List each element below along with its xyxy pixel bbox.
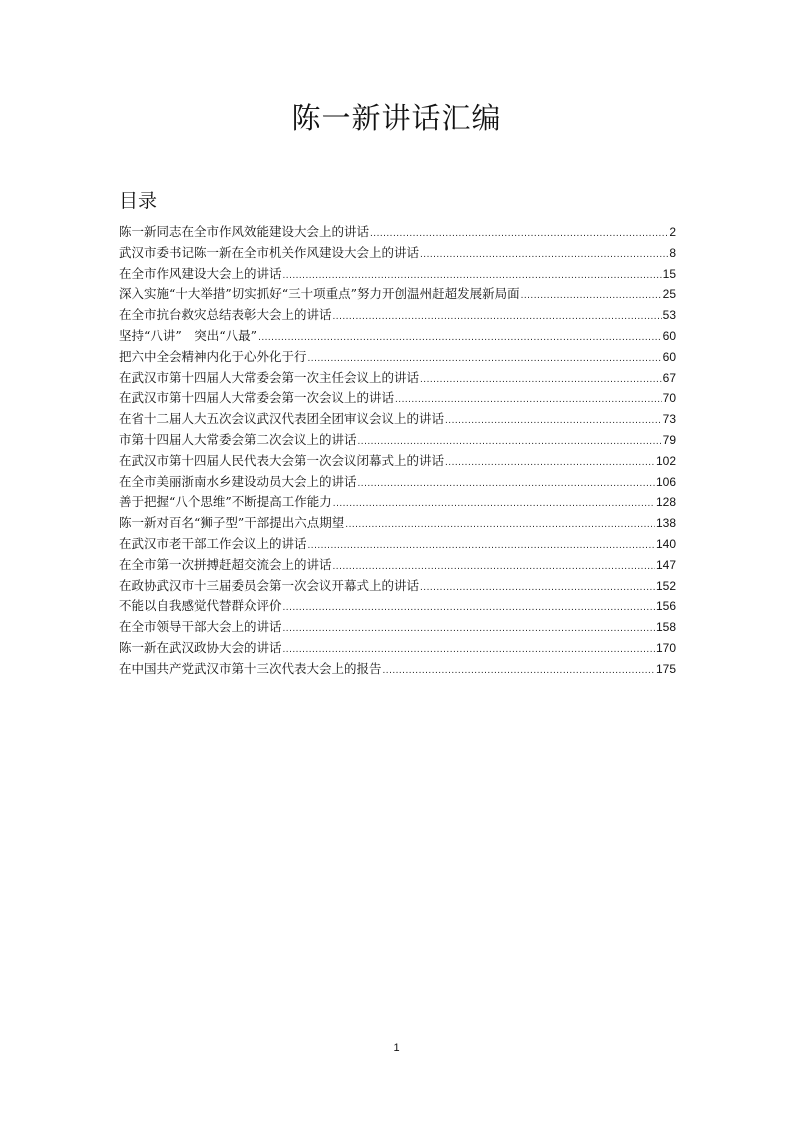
dot-leader <box>420 370 662 391</box>
toc-entry-title: 在全市第一次拼搏赶超交流会上的讲话 <box>119 556 332 572</box>
toc-entry[interactable] <box>119 596 676 617</box>
toc-entry[interactable] <box>119 659 676 680</box>
toc-entry-page: 170 <box>655 640 676 655</box>
toc-entry-page: 73 <box>662 412 676 427</box>
toc-entry[interactable] <box>119 451 676 472</box>
toc-entry-page: 158 <box>655 620 676 635</box>
dot-leader <box>333 494 655 515</box>
dot-leader <box>283 266 662 287</box>
toc-entry-title: 在全市作风建设大会上的讲话 <box>119 265 282 281</box>
toc-entry-title: 在中国共产党武汉市第十三次代表大会上的报告 <box>119 660 382 676</box>
toc-entry[interactable] <box>119 305 676 326</box>
toc-entry-title: 在武汉市第十四届人大常委会第一次主任会议上的讲话 <box>119 369 420 385</box>
toc-entry[interactable] <box>119 284 676 305</box>
dot-leader <box>420 578 655 599</box>
toc-entry-page: 106 <box>655 474 676 489</box>
toc-entry[interactable] <box>119 555 676 576</box>
toc-entry-page: 15 <box>662 266 676 281</box>
toc-entry-page: 60 <box>662 349 676 364</box>
table-of-contents <box>119 222 676 680</box>
toc-entry-page: 138 <box>655 516 676 531</box>
toc-entry-title: 善于把握“八个思维”不断提高工作能力 <box>119 494 332 510</box>
document-title: 陈一新讲话汇编 <box>291 101 502 135</box>
toc-entry-title: 武汉市委书记陈一新在全市机关作风建设大会上的讲话 <box>119 244 420 260</box>
toc-entry-page: 102 <box>655 453 676 468</box>
toc-entry[interactable] <box>119 243 676 264</box>
toc-entry-page: 53 <box>662 308 676 323</box>
dot-leader <box>445 453 655 474</box>
dot-leader <box>283 598 655 619</box>
toc-entry[interactable] <box>119 513 676 534</box>
dot-leader <box>383 661 655 682</box>
toc-entry[interactable] <box>119 617 676 638</box>
toc-entry[interactable] <box>119 388 676 409</box>
toc-entry-page: 140 <box>655 536 676 551</box>
toc-entry[interactable] <box>119 368 676 389</box>
toc-entry-title: 在武汉市老干部工作会议上的讲话 <box>119 535 307 551</box>
toc-heading: 目录 <box>119 190 158 212</box>
toc-entry-page: 175 <box>655 661 676 676</box>
toc-entry[interactable] <box>119 638 676 659</box>
toc-entry-page: 25 <box>662 287 676 302</box>
toc-entry[interactable] <box>119 534 676 555</box>
toc-entry-title: 在武汉市第十四届人大常委会第一次会议上的讲话 <box>119 390 395 406</box>
toc-entry-page: 2 <box>669 225 676 239</box>
dot-leader <box>333 307 662 328</box>
dot-leader <box>370 224 668 245</box>
dot-leader <box>308 349 662 370</box>
toc-entry-title: 不能以自我感觉代替群众评价 <box>119 598 282 614</box>
toc-entry[interactable] <box>119 430 676 451</box>
toc-entry-title: 在全市抗台救灾总结表彰大会上的讲话 <box>119 307 332 323</box>
dot-leader <box>345 515 655 536</box>
toc-entry[interactable] <box>119 409 676 430</box>
toc-entry[interactable] <box>119 492 676 513</box>
toc-entry-page: 156 <box>655 599 676 614</box>
toc-entry-title: 在省十二届人大五次会议武汉代表团全团审议会议上的讲话 <box>119 411 445 427</box>
toc-entry[interactable] <box>119 264 676 285</box>
toc-entry-page: 8 <box>669 245 676 260</box>
toc-entry-title: 陈一新同志在全市作风效能建设大会上的讲话 <box>119 224 370 239</box>
dot-leader <box>420 245 668 266</box>
toc-entry-title: 在政协武汉市十三届委员会第一次会议开幕式上的讲话 <box>119 577 420 593</box>
dot-leader <box>521 286 662 307</box>
page-number: 1 <box>393 1042 400 1054</box>
toc-entry-page: 60 <box>662 328 676 343</box>
toc-entry[interactable] <box>119 347 676 368</box>
dot-leader <box>283 619 655 640</box>
toc-entry-title: 把六中全会精神内化于心外化于行 <box>119 348 307 364</box>
toc-entry[interactable] <box>119 472 676 493</box>
toc-entry-title: 在全市美丽浙南水乡建设动员大会上的讲话 <box>119 473 357 489</box>
toc-entry-page: 70 <box>662 391 676 406</box>
toc-entry[interactable] <box>119 326 676 347</box>
toc-entry-page: 128 <box>655 495 676 510</box>
toc-entry-title: 深入实施“十大举措”切实抓好“三十项重点”努力开创温州赶超发展新局面 <box>119 286 520 302</box>
dot-leader <box>258 328 662 349</box>
toc-entry-page: 79 <box>662 432 676 447</box>
dot-leader <box>395 390 662 411</box>
toc-entry-title: 陈一新对百名“狮子型”干部提出六点期望 <box>119 515 345 531</box>
toc-entry-page: 152 <box>655 578 676 593</box>
dot-leader <box>358 474 655 495</box>
toc-entry[interactable] <box>119 222 676 243</box>
toc-entry-title: 坚持“八讲” 突出“八最” <box>119 327 258 343</box>
toc-entry-title: 在全市领导干部大会上的讲话 <box>119 619 282 635</box>
dot-leader <box>445 411 662 432</box>
dot-leader <box>358 432 662 453</box>
dot-leader <box>283 640 655 661</box>
toc-entry-title: 在武汉市第十四届人民代表大会第一次会议闭幕式上的讲话 <box>119 452 445 468</box>
dot-leader <box>308 536 655 557</box>
dot-leader <box>333 557 655 578</box>
toc-entry-page: 147 <box>655 557 676 572</box>
toc-entry[interactable] <box>119 576 676 597</box>
toc-entry-title: 市第十四届人大常委会第二次会议上的讲话 <box>119 431 357 447</box>
toc-entry-title: 陈一新在武汉政协大会的讲话 <box>119 639 282 655</box>
toc-entry-page: 67 <box>662 370 676 385</box>
